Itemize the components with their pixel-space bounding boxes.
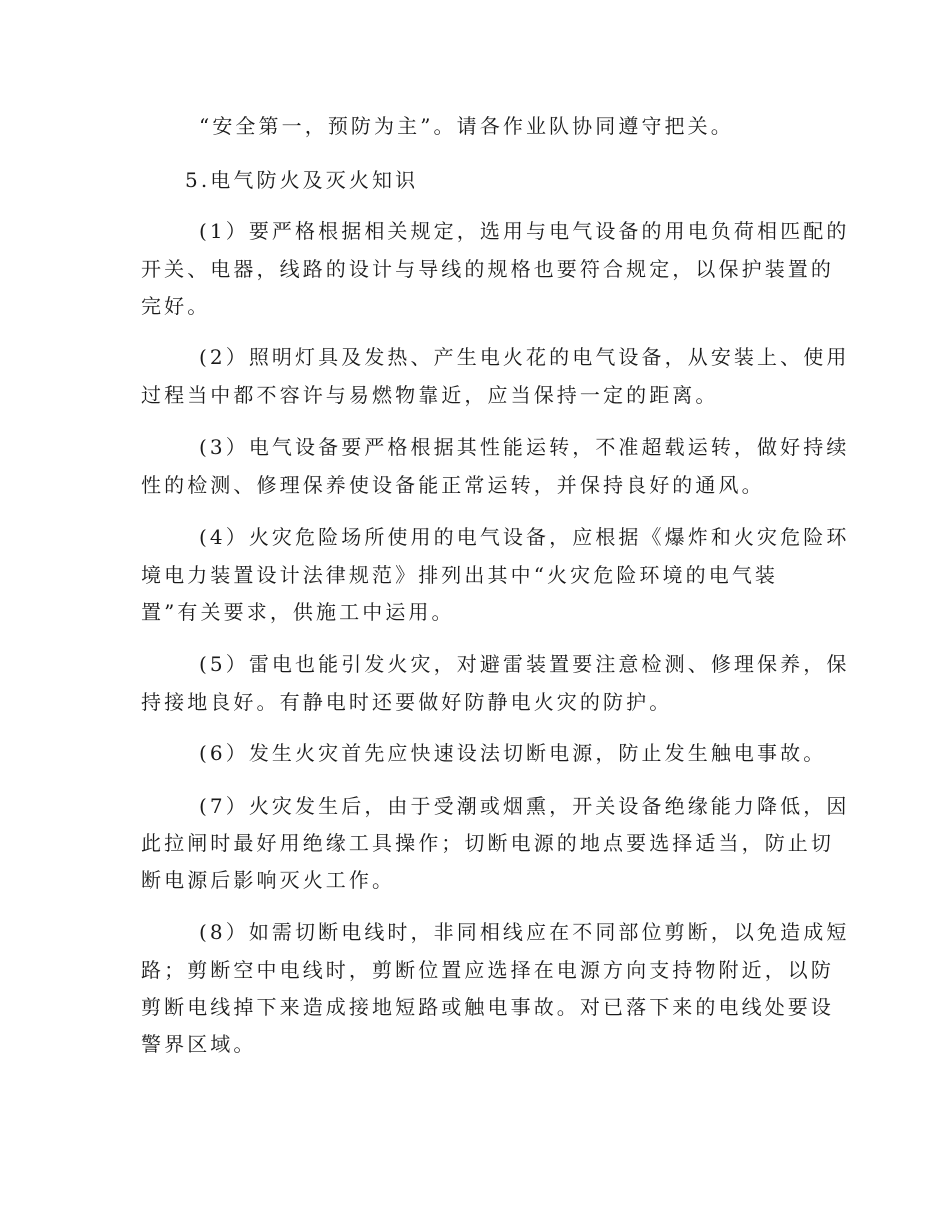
- paragraph-line: (8）如需切断电线时，非同相线应在不同部位剪断，以免造成短: [199, 920, 850, 944]
- paragraph-line: “安全第一，预防为主”。请各作业队协同遵守把关。: [199, 114, 734, 138]
- paragraph-line: (5）雷电也能引发火灾，对避雷装置要注意检测、修理保养，保: [199, 652, 850, 676]
- paragraph-line: 此拉闸时最好用绝缘工具操作；切断电源的地点要选择适当，防止切: [141, 831, 834, 855]
- paragraph-line: 境电力装置设计法律规范》排列出其中“火灾危险环境的电气装: [141, 563, 779, 587]
- paragraph-line: 过程当中都不容许与易燃物靠近，应当保持一定的距离。: [141, 383, 719, 407]
- paragraph-line: 路；剪断空中电线时，剪断位置应选择在电源方向支持物附近，以防: [141, 958, 834, 982]
- paragraph-line: (7）火灾发生后，由于受潮或烟熏，开关设备绝缘能力降低，因: [199, 794, 850, 818]
- paragraph-line: (4）火灾危险场所使用的电气设备，应根据《爆炸和火灾危险环: [199, 525, 850, 549]
- section-heading: 5.电气防火及灭火知识: [185, 168, 419, 192]
- paragraph-line: (6）发生火灾首先应快速设法切断电源，防止发生触电事故。: [199, 741, 827, 765]
- paragraph-line: 完好。: [141, 294, 211, 318]
- paragraph-line: 性的检测、修理保养使设备能正常运转，并保持良好的通风。: [141, 473, 765, 497]
- paragraph-line: (3）电气设备要严格根据其性能运转，不准超载运转，做好持续: [199, 435, 850, 459]
- paragraph-line: 警界区域。: [141, 1032, 257, 1056]
- paragraph-line: (1）要严格根据相关规定，选用与电气设备的用电负荷相匹配的: [199, 219, 850, 243]
- paragraph-line: (2）照明灯具及发热、产生电火花的电气设备，从安装上、使用: [199, 345, 850, 369]
- paragraph-line: 断电源后影响灭火工作。: [141, 868, 396, 892]
- paragraph-line: 开关、电器，线路的设计与导线的规格也要符合规定，以保护装置的: [141, 257, 834, 281]
- paragraph-line: 持接地良好。有静电时还要做好防静电火灾的防护。: [141, 690, 673, 714]
- paragraph-line: 置”有关要求，供施工中运用。: [141, 600, 455, 624]
- paragraph-line: 剪断电线掉下来造成接地短路或触电事故。对已落下来的电线处要设: [141, 995, 834, 1019]
